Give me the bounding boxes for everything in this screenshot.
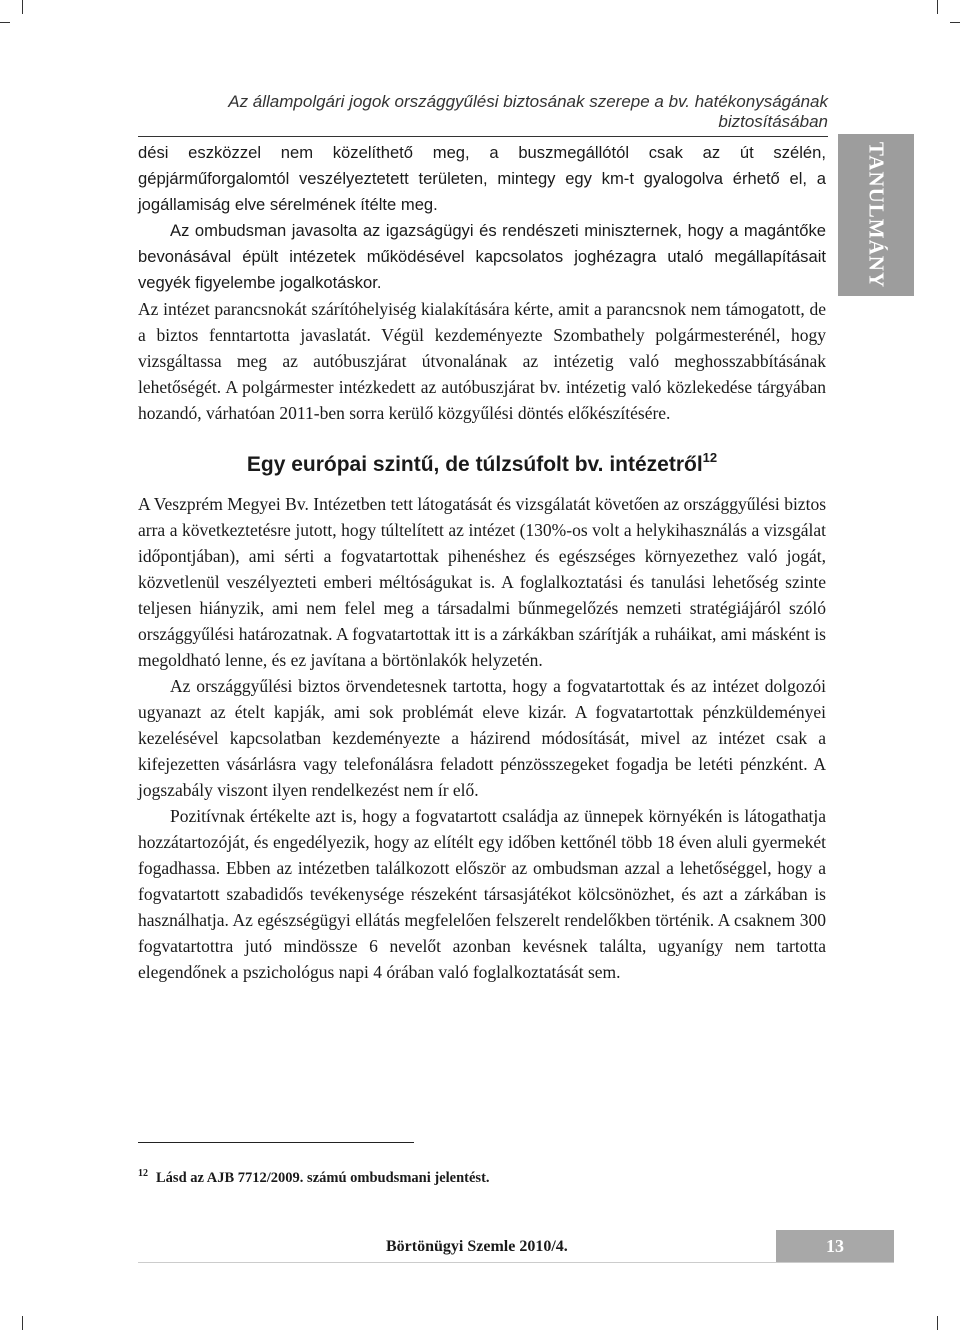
footnote-number: 12 [138,1168,148,1179]
crop-mark-bottom-left [22,1316,23,1330]
intro-paragraph-2: Az ombudsman javasolta az igazságügyi és rendészeti miniszternek, hogy a magántőke bevonásával épült intézetek működésével kapcsolatos joghézagra utaló megállapításait vegyék figyelembe jogalkotáskor. [138,221,826,292]
crop-mark-top-right-h [950,22,960,23]
section-heading-text: Egy európai szintű, de túlzsúfolt bv. intézetről [246,453,703,476]
footnote-text: Lásd az AJB 7712/2009. számú ombudsmani jelentést. [156,1170,490,1186]
footnote-reference[interactable]: 12 [702,450,718,465]
crop-mark-bottom-right [937,1316,938,1330]
page-number-badge: 13 [776,1230,894,1262]
body-paragraph-2: Az országgyűlési biztos örvendetesnek tartotta, hogy a fogvatartottak és az intézet dolgozói ugyanazt az ételt kapják, ami sok problémát eleve kizár. A fogvatartottak pénzküldeményei kezelésével kapcsolatban kezdeményezte a házirend módosítását, mivel az intézet csak a kifejezetten vásárlásra vagy telefonálásra feladott pénzösszegeket fogadja be letéti pénzként. A jogszabály viszont ilyen rendelkezést nem ír elő. [138,676,826,800]
footnote-divider [138,1142,414,1143]
paragraph-3: Az intézet parancsnokát szárítóhelyiség kialakítására kérte, amit a parancsnok nem támogatott, de a biztos fenntartotta javaslatát. Végül kezdeményezte Szombathely polgármesterénél, hogy vizsgáltassa meg az autóbuszjárat útvonalának az intézetig való meghosszabbításának lehetőségét. A polgármester intézkedett az autóbuszjárat bv. intézetig való közlekedése tárgyában hozandó, várhatóan 2011-ben sorra kerülő közgyűlési döntés előkészítésére. [138,299,826,423]
side-tab-label: TANULMÁNY [864,141,889,289]
body-paragraph-1: A Veszprém Megyei Bv. Intézetben tett látogatását és vizsgálatát követően az országgyűlési biztos arra a következtetésre jutott, hogy túltelített az intézet (130%-os volt a helykihasználás a vizsgálat időpontjában), ami sérti a fogvatartottak pihenéshez és egészséges környezethez való jogát, közvetlenül veszélyezteti emberi méltóságukat is. A foglalkoztatási és tanulási lehetőség szinte teljesen hiányzik, ami nem felel meg a társadalmi bűnmegelőzés nemzeti stratégiájáról szóló országgyűlési határozatnak. A fogvatartottak itt is a zárkákban szárítják a ruháikat, ami másként is megoldható lenne, és ez javítana a börtönlakók helyzetén. [138,494,826,670]
running-header: Az állampolgári jogok országgyűlési biztosának szerepe a bv. hatékonyságának biztosításában [138,92,828,137]
page-content [138,140,826,985]
body-paragraph-3: Pozitívnak értékelte azt is, hogy a fogvatartott családja az ünnepek környékén is látogathatja hozzátartozóját, és engedélyezik, hogy az elítélt egy időben kettőnél több 18 éven aluli gyermekét fogadhassa. Ebben az intézetben találkozott először az ombudsman azzal a lehetőséggel, hogy a fogvatartott szabadidős tevékenysége részeként társasjátékot kölcsönözhet, és azt a zárkában is használhatja. Az egészségügyi ellátás megfelelően felszerelt rendelőkben történik. A csaknem 300 fogvatartottra jutó mindössze 6 nevelőt azonban kevésnek találta, ugyanígy nem tartotta elegendőnek a pszichológus napi 4 órában való foglalkoztatását sem. [138,806,826,982]
footnote [138,1168,826,1187]
crop-mark-top-left [22,0,23,14]
footer-divider [138,1262,894,1263]
section-side-tab [838,134,914,296]
crop-mark-top-left-h [0,22,10,23]
footer-journal-title: Börtönügyi Szemle 2010/4. [386,1238,568,1255]
intro-continuation: dési eszközzel nem közelíthető meg, a buszmegállótól csak az út szélén, gépjárműforgalomtól veszélyeztetett területen, mintegy egy km-t gyalogolva érhető el, a jogállamiság elve sérelmének ítélte meg. [138,143,826,214]
crop-mark-top-right [937,0,938,14]
section-heading [138,450,826,477]
